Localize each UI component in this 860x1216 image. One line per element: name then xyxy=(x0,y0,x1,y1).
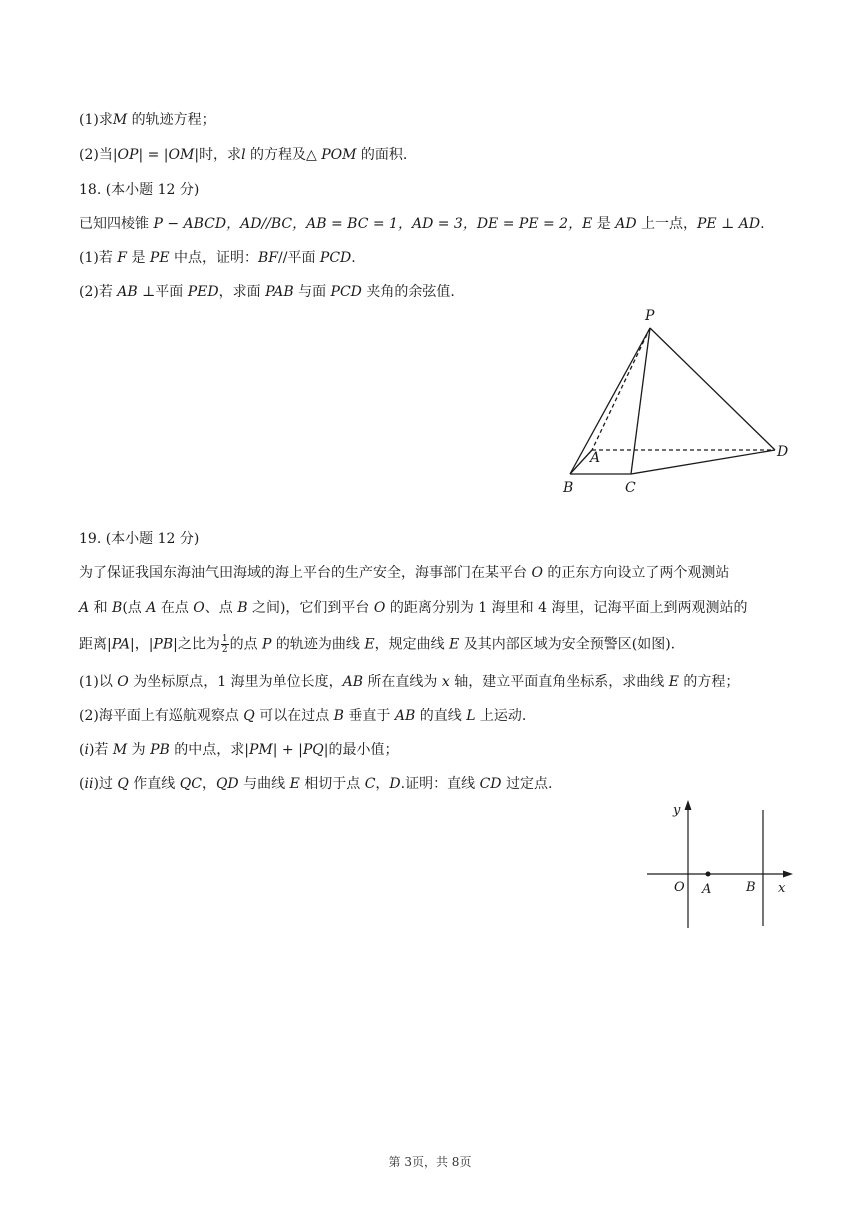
math: l xyxy=(241,147,246,163)
text: 可以在过点 xyxy=(254,708,334,724)
numerator: 1 xyxy=(221,634,228,644)
math: O xyxy=(531,565,543,581)
text: 的距离分别为 1 海里和 4 海里，记海平面上到两观测站的 xyxy=(385,600,748,616)
text: 时，求 xyxy=(199,147,242,163)
math: M xyxy=(112,112,128,128)
q17-part1 xyxy=(79,110,216,130)
pyramid-figure xyxy=(555,300,795,500)
math: AB xyxy=(342,674,363,690)
text: 之比为 xyxy=(177,636,220,653)
edge-PD xyxy=(650,328,775,450)
text: 的点 xyxy=(229,636,263,653)
q18-part2 xyxy=(79,282,455,302)
label-A: A xyxy=(702,882,712,897)
text: (1)求 xyxy=(79,112,113,128)
text: )若 xyxy=(88,742,113,758)
text: 夹角的余弦值. xyxy=(361,284,455,300)
edge-PB xyxy=(570,328,650,474)
q19-stem-line1 xyxy=(79,563,729,583)
text: 的直线 xyxy=(415,708,467,724)
text: 的中点，求 xyxy=(169,742,245,758)
text: 的面积. xyxy=(356,147,408,163)
denominator: 2 xyxy=(221,645,228,655)
label-O: O xyxy=(674,880,685,895)
page-footer: 第 3页，共 8页 xyxy=(388,1155,472,1169)
q18-part1 xyxy=(79,248,356,268)
edge-PC xyxy=(631,328,650,474)
text: (点 xyxy=(122,600,147,616)
text: 相切于点 xyxy=(299,776,365,792)
text: 轴，建立平面直角坐标系，求曲线 xyxy=(449,674,669,690)
math: CD xyxy=(479,776,502,792)
text: 的方程； xyxy=(678,674,740,690)
text: 、点 xyxy=(204,600,238,616)
text: 的轨迹为曲线 xyxy=(271,636,365,653)
math: QD xyxy=(215,776,239,792)
math: PCD xyxy=(330,284,362,300)
text: ⊥平面 xyxy=(137,284,188,300)
math: E xyxy=(449,636,460,653)
text: ，规定曲线 xyxy=(374,636,450,653)
q19-stem-line3 xyxy=(79,634,675,655)
q19-part2-ii xyxy=(79,774,552,794)
text: 的方程及 xyxy=(245,147,306,163)
q18-stem xyxy=(79,214,765,234)
text: 为坐标原点，1 海里为单位长度， xyxy=(128,674,343,690)
text: 和 xyxy=(89,600,113,616)
math: AD xyxy=(615,216,637,232)
text: )过 xyxy=(93,776,118,792)
text: 中点，证明： xyxy=(169,250,258,266)
math: PAB xyxy=(265,284,294,300)
math: |PB| xyxy=(148,636,178,653)
math: F xyxy=(117,250,127,266)
text: 所在直线为 xyxy=(362,674,442,690)
math: BF xyxy=(258,250,279,266)
text: 及其内部区域为安全预警区(如图). xyxy=(459,636,676,653)
label-x: x xyxy=(778,881,786,896)
q19-part2-i xyxy=(79,740,398,760)
text: 距离 xyxy=(79,636,107,653)
text: ， xyxy=(375,776,390,792)
math: PED xyxy=(187,284,219,300)
edge-PA xyxy=(592,328,650,450)
text: ( xyxy=(79,776,85,792)
math: O xyxy=(373,600,386,616)
text: ， xyxy=(201,776,216,792)
math: A xyxy=(79,600,90,616)
math: AB xyxy=(117,284,138,300)
label-y: y xyxy=(673,803,681,818)
q19-header: 19. (本小题 12 分) xyxy=(79,531,200,547)
text: 与曲线 xyxy=(238,776,290,792)
text: (1)以 xyxy=(79,674,118,690)
math: x xyxy=(441,674,450,690)
coordinate-figure xyxy=(645,798,805,933)
q18-header: 18. (本小题 12 分) xyxy=(79,182,200,198)
math: A xyxy=(146,600,157,616)
text: 是 xyxy=(127,250,150,266)
math: ii xyxy=(84,776,94,792)
x-axis-arrow-icon xyxy=(783,871,793,878)
math: B xyxy=(333,708,344,724)
math: B xyxy=(112,600,123,616)
text: 与面 xyxy=(293,284,331,300)
math: M xyxy=(112,742,128,758)
math: B xyxy=(237,600,248,616)
point-A-dot xyxy=(706,872,711,877)
math: |PM| + |PQ| xyxy=(244,742,329,758)
math: O xyxy=(193,600,205,616)
label-D: D xyxy=(777,444,789,460)
math: QC xyxy=(179,776,202,792)
text: 之间)，它们到平台 xyxy=(247,600,374,616)
text: 作直线 xyxy=(128,776,180,792)
text: 的最小值； xyxy=(328,742,399,758)
math: D xyxy=(389,776,401,792)
math: Q xyxy=(117,776,129,792)
math: i xyxy=(84,742,89,758)
label-A: A xyxy=(590,450,601,466)
q19-part2 xyxy=(79,706,526,726)
text: (2)当 xyxy=(79,147,113,163)
label-C: C xyxy=(625,480,636,496)
text: (2)若 xyxy=(79,284,118,300)
fraction-one-half xyxy=(221,634,229,655)
math: △ POM xyxy=(306,147,357,163)
label-B: B xyxy=(746,880,756,895)
text: 已知四棱锥 xyxy=(79,216,154,232)
text: 在点 xyxy=(156,600,194,616)
q19-stem-line2 xyxy=(79,598,747,618)
text: //平面 xyxy=(278,250,320,266)
text: . xyxy=(760,216,765,232)
text: 的正东方向设立了两个观测站 xyxy=(542,565,730,581)
math: E xyxy=(364,636,375,653)
math: PCD xyxy=(319,250,352,266)
math: P − ABCD，AD//BC，AB = BC = 1，AD = 3，DE = PE = 2，E xyxy=(153,216,593,232)
text: ( xyxy=(79,742,85,758)
text: . xyxy=(351,250,356,266)
math: O xyxy=(117,674,129,690)
label-P: P xyxy=(645,308,655,324)
text: (2)海平面上有巡航观察点 xyxy=(79,708,244,724)
math: E xyxy=(289,776,300,792)
text: 垂直于 xyxy=(343,708,395,724)
math: C xyxy=(364,776,376,792)
q17-part2 xyxy=(79,145,407,165)
math: |PA| xyxy=(107,636,135,653)
text: (1)若 xyxy=(79,250,118,266)
text: 上运动. xyxy=(475,708,527,724)
text: ，求面 xyxy=(218,284,266,300)
math: P xyxy=(262,636,272,653)
text: 上一点， xyxy=(636,216,698,232)
math: Q xyxy=(243,708,255,724)
text: 过定点. xyxy=(501,776,553,792)
math: |OP| = |OM| xyxy=(112,147,200,163)
q19-part1 xyxy=(79,672,739,692)
math: PE xyxy=(149,250,170,266)
text: ， xyxy=(134,636,149,653)
text: 为 xyxy=(127,742,151,758)
edge-CD xyxy=(631,450,775,474)
text: 为了保证我国东海油气田海域的海上平台的生产安全，海事部门在某平台 xyxy=(79,565,532,581)
math: L xyxy=(466,708,476,724)
text: 的轨迹方程； xyxy=(127,112,216,128)
math: AB xyxy=(394,708,416,724)
text: 是 xyxy=(592,216,616,232)
text: .证明：直线 xyxy=(400,776,480,792)
math: PE ⊥ AD xyxy=(697,216,761,232)
y-axis-arrow-icon xyxy=(685,800,692,810)
label-B: B xyxy=(563,480,574,496)
math: E xyxy=(668,674,679,690)
math: PB xyxy=(150,742,170,758)
